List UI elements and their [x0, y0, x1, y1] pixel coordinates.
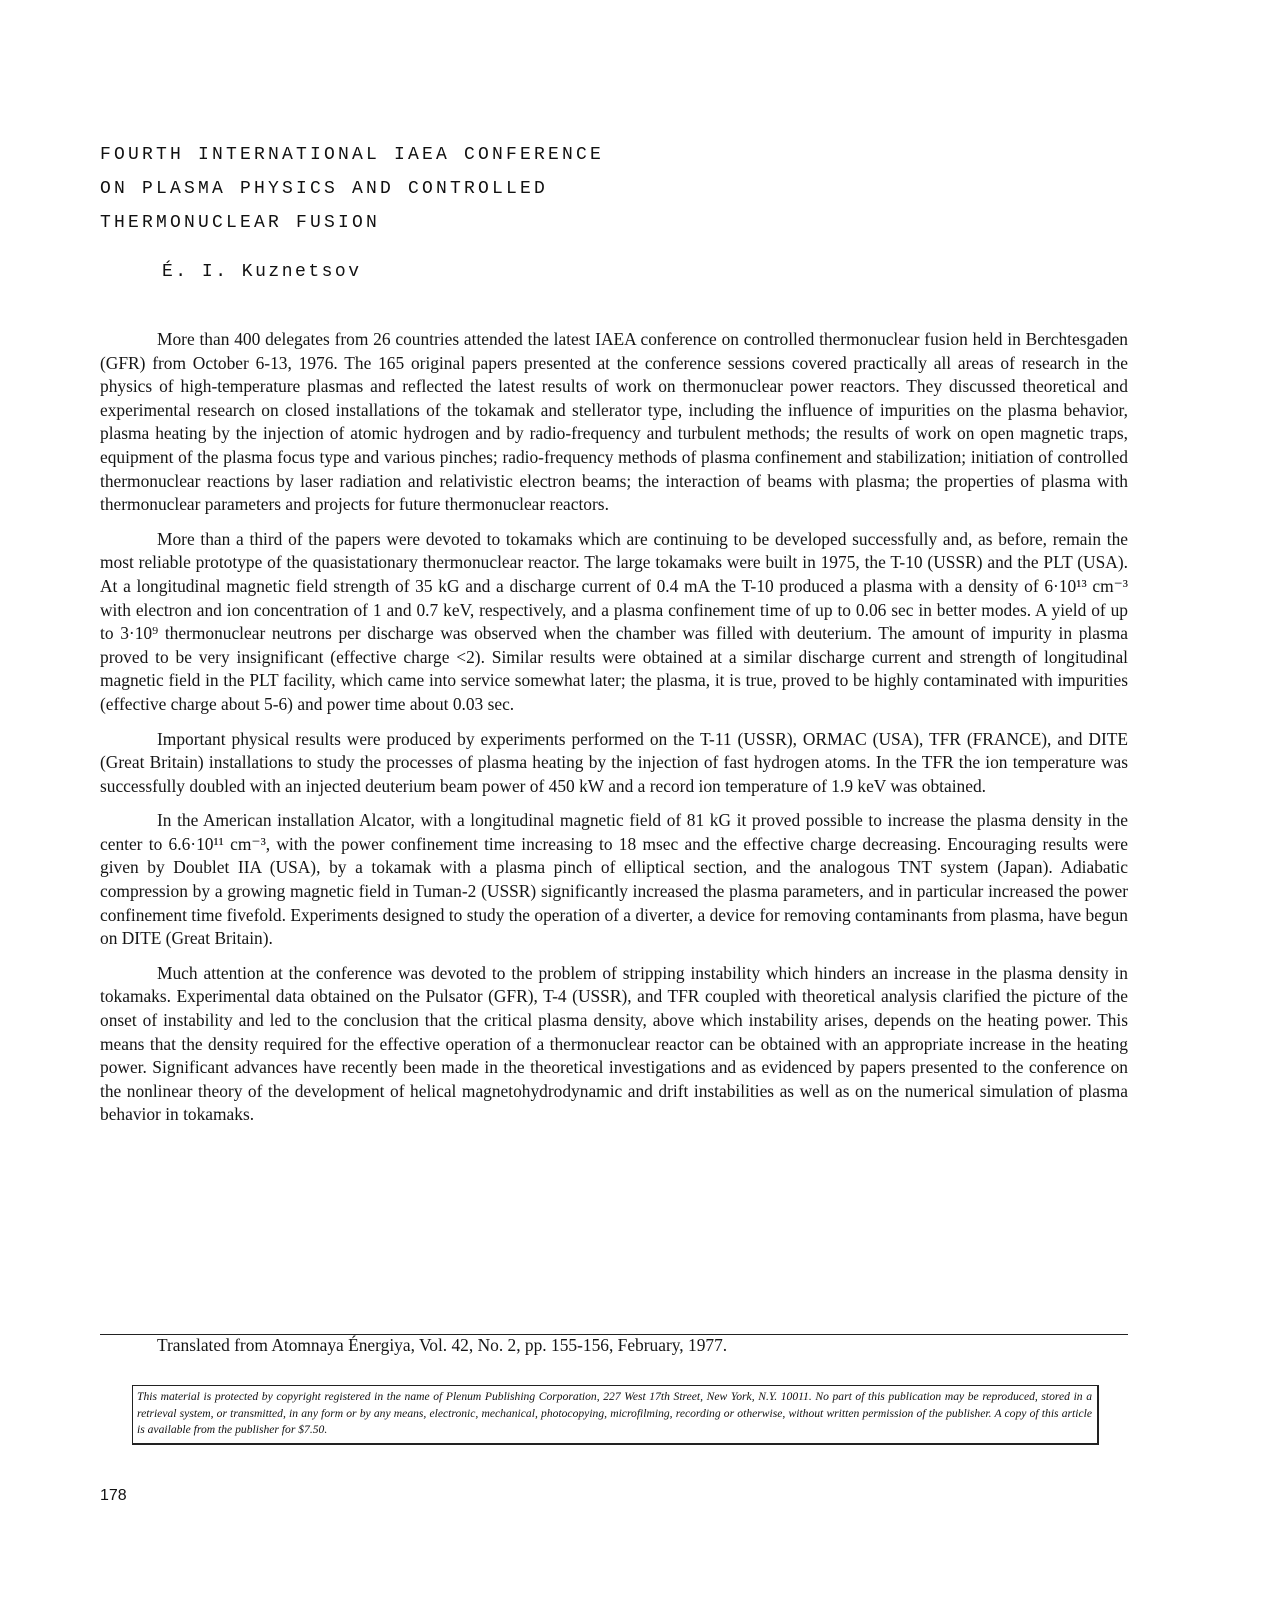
- paragraph-1: More than 400 delegates from 26 countries attended the latest IAEA conference on controlled thermonuclear fusion held in Berchtesgaden (GFR) from October 6-13, 1976. The 165 original papers presented at the conference sessions covered practically all areas of research in the physics of high-temperature plasmas and reflected the latest results of work on thermonuclear power reactors. They discussed theoretical and experimental research on closed installations of the tokamak and stellerator type, including the influence of impurities on the plasma behavior, plasma heating by the injection of atomic hydrogen and by radio-frequency and turbulent methods; the results of work on open magnetic traps, equipment of the plasma focus type and various pinches; radio-frequency methods of plasma confinement and stabilization; initiation of controlled thermonuclear reactions by laser radiation and relativistic electron beams; the interaction of beams with plasma; the properties of plasma with thermonuclear parameters and projects for future thermonuclear reactors.: [100, 329, 1128, 515]
- paragraph-5: Much attention at the conference was devoted to the problem of stripping instability which hinders an increase in the plasma density in tokamaks. Experimental data obtained on the Pulsator (GFR), T-4 (USSR), and TFR coupled with theoretical analysis clarified the picture of the onset of instability and led to the conclusion that the critical plasma density, above which instability arises, depends on the heating power. This means that the density required for the effective operation of a thermonuclear reactor can be obtained with an appropriate increase in the heating power. Significant advances have recently been made in the theoretical investigations and as evidenced by papers presented to the conference on the nonlinear theory of the development of helical magnetohydrodynamic and drift instabilities as well as on the numerical simulation of plasma behavior in tokamaks.: [100, 962, 1128, 1125]
- article-title: [100, 138, 604, 240]
- translation-source-note: Translated from Atomnaya Énergiya, Vol. 42, No. 2, pp. 155-156, February, 1977.: [157, 1335, 728, 1355]
- title-line-2: ON PLASMA PHYSICS AND CONTROLLED: [100, 179, 549, 199]
- paragraph-3: Important physical results were produced by experiments performed on the T-11 (USSR), ORMAC (USA), TFR (FRANCE), and DITE (Great Britain) installations to study the processes of plasma heating by the injection of fast hydrogen atoms. In the TFR the ion temperature was successfully doubled with an injected deuterium beam power of 450 kW and a record ion temperature of 1.9 keV was obtained.: [100, 728, 1128, 796]
- paragraph-4: In the American installation Alcator, with a longitudinal magnetic field of 81 kG it proved possible to increase the plasma density in the center to 6.6·10¹¹ cm⁻³, with the power confinement time increasing to 18 msec and the effective charge decreasing. Encouraging results were given by Doublet IIA (USA), by a tokamak with a plasma pinch of elliptical section, and the analogous TNT system (Japan). Adiabatic compression by a growing magnetic field in Tuman-2 (USSR) significantly increased the plasma parameters, and in particular increased the power confinement time fivefold. Experiments designed to study the operation of a diverter, a device for removing contaminants from plasma, have begun on DITE (Great Britain).: [100, 810, 1128, 949]
- page-number: 178: [100, 1487, 127, 1504]
- title-line-1: FOURTH INTERNATIONAL IAEA CONFERENCE: [100, 145, 605, 165]
- copyright-notice: This material is protected by copyright registered in the name of Plenum Publishing Corporation, 227 West 17th Street, New York, N.Y. 10011. No part of this publication may be reproduced, stored in a retrieval system, or transmitted, in any form or by any means, electronic, mechanical, photocopying, microfilming, recording or otherwise, without written permission of the publisher. A copy of this article is available from the publisher for $7.50.: [132, 1385, 1099, 1445]
- title-line-3: THERMONUCLEAR FUSION: [100, 213, 381, 233]
- author-name: É. I. Kuznetsov: [162, 262, 362, 282]
- paragraph-2: More than a third of the papers were devoted to tokamaks which are continuing to be developed successfully and, as before, remain the most reliable prototype of the quasistationary thermonuclear reactor. The large tokamaks were built in 1975, the T-10 (USSR) and the PLT (USA). At a longitudinal magnetic field strength of 35 kG and a discharge current of 0.4 mA the T-10 produced a plasma with a density of 6·10¹³ cm⁻³ with electron and ion concentration of 1 and 0.7 keV, respectively, and a plasma confinement time of up to 0.06 sec in better modes. A yield of up to 3·10⁹ thermonuclear neutrons per discharge was observed when the chamber was filled with deuterium. The amount of impurity in plasma proved to be very insignificant (effective charge <2). Similar results were obtained at a similar discharge current and strength of longitudinal magnetic field in the PLT facility, which came into service somewhat later; the plasma, it is true, proved to be highly contaminated with impurities (effective charge about 5-6) and power time about 0.03 sec.: [100, 528, 1128, 714]
- article-body: [100, 328, 1128, 1138]
